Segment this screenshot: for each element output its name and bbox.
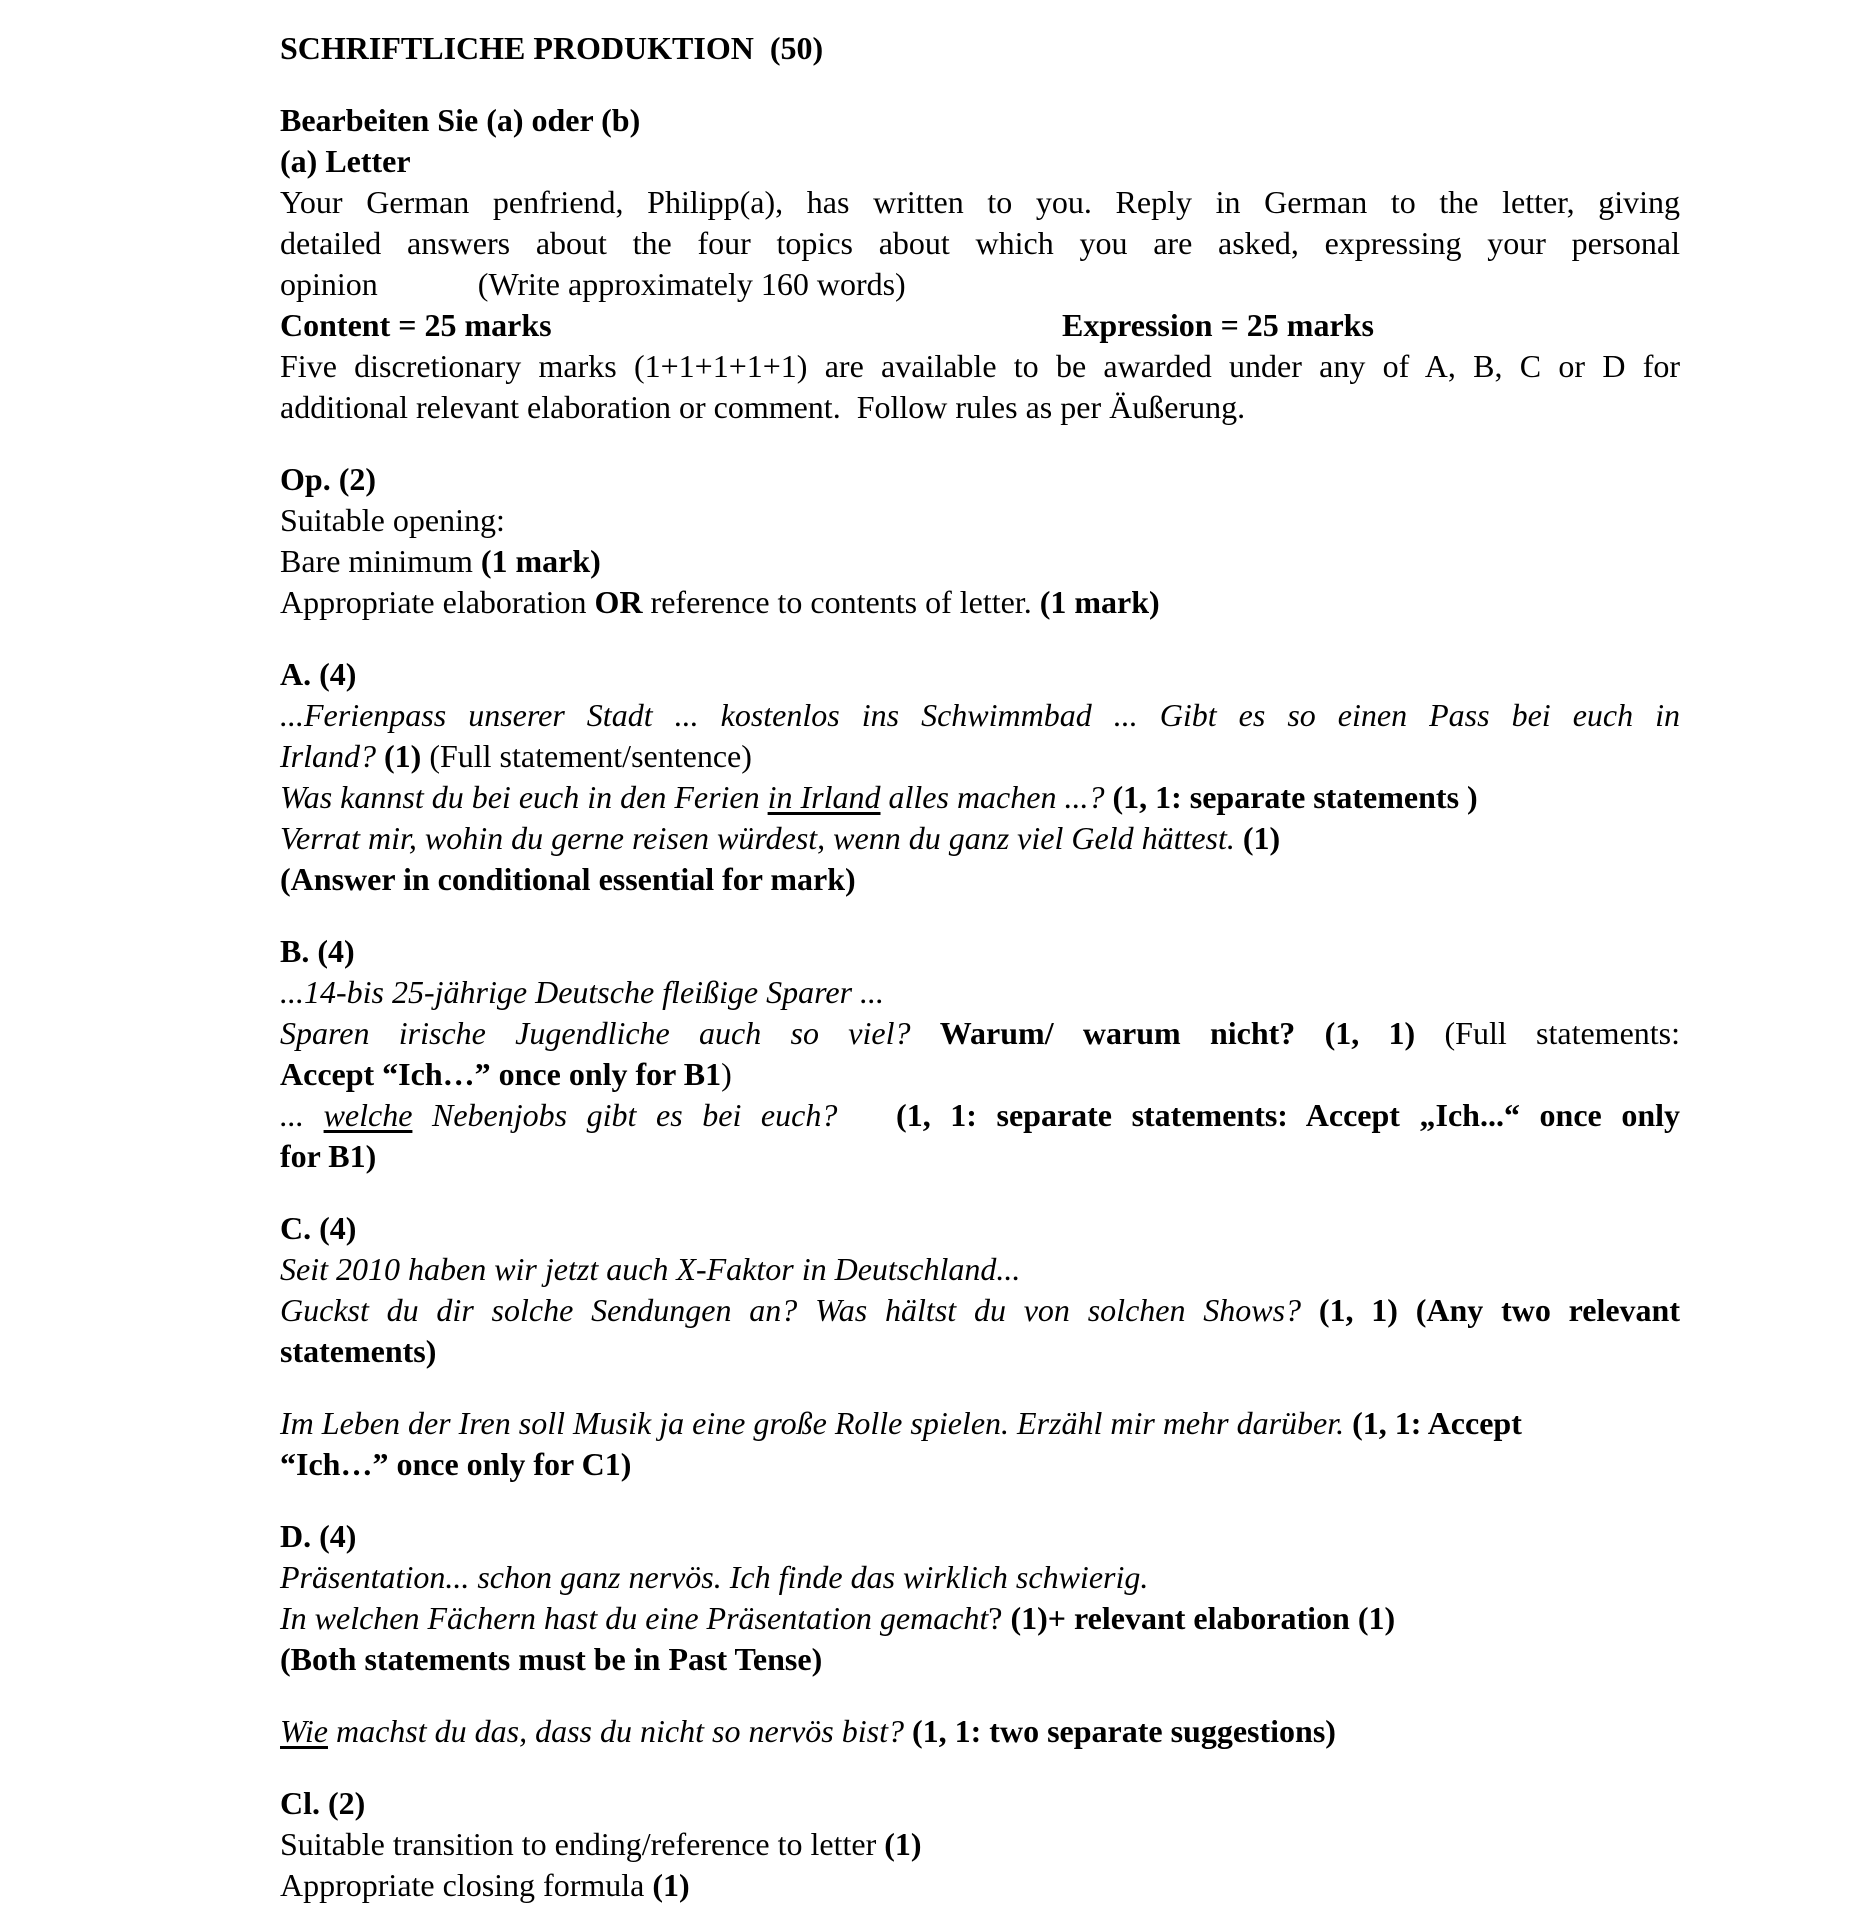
a-line-3-underlined: in Irland	[767, 779, 881, 815]
a-line-3-post: alles machen ...?	[880, 779, 1113, 815]
op-line-3-mid: reference to contents of letter.	[642, 584, 1040, 620]
b-line-5: for B1)	[280, 1138, 377, 1174]
b-line-4-mark: (1, 1: separate statements: Accept „Ich...“ once only	[896, 1097, 1681, 1133]
c-line-2-italic: Guckst du dir solche Sendungen an? Was hältst du von solchen Shows?	[280, 1292, 1319, 1328]
blank-line	[280, 1372, 1680, 1403]
b-line-4	[280, 1095, 1680, 1136]
d-line-4-mark: (1, 1: two separate suggestions)	[911, 1713, 1336, 1749]
b-line-2-italic: Sparen irische Jugendliche auch so viel?	[280, 1015, 940, 1051]
a-line-3	[280, 777, 1680, 818]
cl-line-1	[280, 1824, 1680, 1865]
op-line-2-mark: (1 mark)	[480, 543, 601, 579]
blank-line	[280, 900, 1680, 931]
d-line-1: Präsentation... schon ganz nervös. Ich finde das wirklich schwierig.	[280, 1559, 1149, 1595]
section-a-heading: A. (4)	[280, 656, 357, 692]
d-line-2-question-mark: ?	[988, 1600, 1011, 1636]
d-line-2-italic: In welchen Fächern hast du eine Präsentation gemacht	[280, 1600, 989, 1636]
c-line-4-mark: (1, 1: Accept	[1352, 1405, 1522, 1441]
section-cl-heading: Cl. (2)	[280, 1785, 366, 1821]
cl-line-2-mark: (1)	[652, 1867, 690, 1903]
b-line-2-note: (Full statements:	[1444, 1015, 1681, 1051]
op-line-2-text: Bare minimum	[280, 543, 481, 579]
op-line-2	[280, 541, 1680, 582]
b-line-4-pre: ...	[280, 1097, 324, 1133]
c-line-4	[280, 1403, 1680, 1444]
intro-paragraph-line-1: Your German penfriend, Philipp(a), has written to you. Reply in German to the letter, giving	[280, 184, 1680, 220]
op-line-1: Suitable opening:	[280, 502, 505, 538]
intro-heading: Bearbeiten Sie (a) oder (b)	[280, 102, 641, 138]
section-op-heading: Op. (2)	[280, 461, 376, 497]
cl-line-2	[280, 1865, 1680, 1906]
c-line-1: Seit 2010 haben wir jetzt auch X-Faktor in Deutschland...	[280, 1251, 1021, 1287]
blank-line	[280, 1752, 1680, 1783]
blank-line	[280, 69, 1680, 100]
d-line-4-underlined: Wie	[280, 1713, 328, 1749]
a-line-1: ...Ferienpass unserer Stadt ... kostenlos ins Schwimmbad ... Gibt es so einen Pass bei euch in	[280, 697, 1680, 733]
discretionary-line-1: Five discretionary marks (1+1+1+1+1) are available to be awarded under any of A, B, C or D for	[280, 348, 1680, 384]
b-line-3	[280, 1054, 1680, 1095]
a-line-3-pre: Was kannst du bei euch in den Ferien	[280, 779, 768, 815]
marks-summary-line	[280, 305, 1680, 346]
c-line-3: statements)	[280, 1333, 437, 1369]
b-line-2	[280, 1013, 1680, 1054]
blank-line	[280, 623, 1680, 654]
cl-line-1-mark: (1)	[884, 1826, 922, 1862]
a-line-2-mark: (1)	[384, 738, 430, 774]
b-line-4-underlined: welche	[323, 1097, 413, 1133]
a-line-2-italic: Irland?	[280, 738, 384, 774]
intro-paragraph-line-3	[280, 264, 1680, 305]
opinion-text: opinion	[280, 266, 378, 302]
expression-marks: Expression = 25 marks	[1062, 307, 1374, 343]
section-d-heading: D. (4)	[280, 1518, 357, 1554]
op-line-3	[280, 582, 1680, 623]
content-marks: Content = 25 marks	[280, 307, 552, 343]
op-line-3-mark: (1 mark)	[1039, 584, 1160, 620]
a-line-4	[280, 818, 1680, 859]
a-line-3-mark: (1, 1: separate statements )	[1112, 779, 1478, 815]
blank-line	[280, 1680, 1680, 1711]
a-line-5: (Answer in conditional essential for mark)	[280, 861, 856, 897]
d-line-4-italic: machst du das, dass du nicht so nervös bist?	[327, 1713, 912, 1749]
op-line-3-pre: Appropriate elaboration	[280, 584, 595, 620]
c-line-4-italic: Im Leben der Iren soll Musik ja eine große Rolle spielen. Erzähl mir mehr darüber.	[280, 1405, 1353, 1441]
b-line-3-bold: Accept “Ich…” once only for B1	[280, 1056, 722, 1092]
doc-title: SCHRIFTLICHE PRODUKTION (50)	[280, 30, 824, 66]
a-line-4-mark: (1)	[1242, 820, 1281, 856]
section-c-heading: C. (4)	[280, 1210, 357, 1246]
b-line-2-mark: Warum/ warum nicht? (1, 1)	[939, 1015, 1445, 1051]
d-line-2	[280, 1598, 1680, 1639]
d-line-4	[280, 1711, 1680, 1752]
cl-line-1-text: Suitable transition to ending/reference to letter	[280, 1826, 885, 1862]
b-line-3-paren: )	[721, 1056, 732, 1092]
document-content	[280, 28, 1680, 1906]
c-line-2	[280, 1290, 1680, 1331]
a-line-2-note: (Full statement/sentence)	[429, 738, 752, 774]
a-line-4-italic: Verrat mir, wohin du gerne reisen würdest, wenn du ganz viel Geld hättest.	[280, 820, 1243, 856]
d-line-2-mark: (1)+ relevant elaboration (1)	[1010, 1600, 1396, 1636]
blank-line	[280, 1485, 1680, 1516]
section-b-heading: B. (4)	[280, 933, 355, 969]
cl-line-2-text: Appropriate closing formula	[280, 1867, 653, 1903]
discretionary-line-2: additional relevant elaboration or comment. Follow rules as per Äußerung.	[280, 389, 1246, 425]
op-line-3-or: OR	[594, 584, 643, 620]
c-line-2-mark: (1, 1) (Any two relevant	[1318, 1292, 1681, 1328]
a-line-2	[280, 736, 1680, 777]
blank-line	[280, 1177, 1680, 1208]
b-line-1: ...14-bis 25-jährige Deutsche fleißige Sparer ...	[280, 974, 885, 1010]
intro-paragraph-line-2: detailed answers about the four topics about which you are asked, expressing your personal	[280, 225, 1680, 261]
blank-line	[280, 428, 1680, 459]
b-line-4-post: Nebenjobs gibt es bei euch?	[412, 1097, 897, 1133]
d-line-3: (Both statements must be in Past Tense)	[280, 1641, 823, 1677]
word-count-note: (Write approximately 160 words)	[477, 266, 906, 302]
intro-subheading: (a) Letter	[280, 143, 411, 179]
c-line-5: “Ich…” once only for C1)	[280, 1446, 632, 1482]
